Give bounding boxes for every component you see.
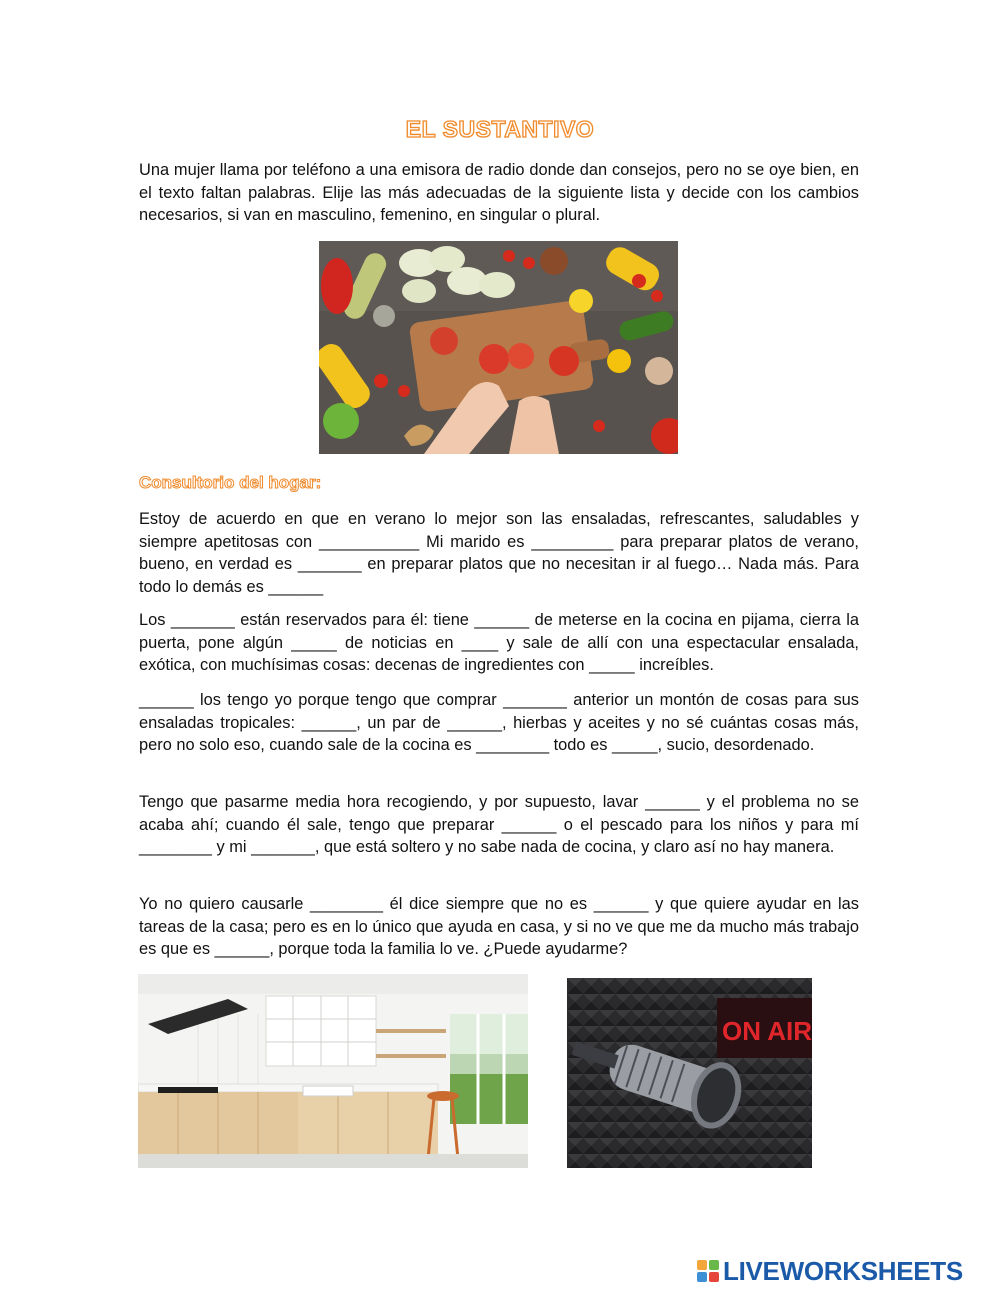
logo-icon bbox=[697, 1260, 719, 1282]
logo-text: LIVEWORKSHEETS bbox=[723, 1255, 963, 1286]
liveworksheets-logo bbox=[697, 1257, 963, 1285]
radio-studio-photo bbox=[567, 978, 812, 1168]
paragraph-3: ______ los tengo yo porque tengo que comprar _______ anterior un montón de cosas para sus ensaladas tropicales: ______, un par de ______, hierbas y aceites y no sé cuántas cosas más, pero no solo eso, cuando sale de la cocina es ________ todo es _____, sucio, desordenado. bbox=[139, 691, 859, 755]
paragraph-4: Tengo que pasarme media hora recogiendo, y por supuesto, lavar ______ y el problema no se acaba ahí; cuando él sale, tengo que preparar ______ o el pescado para los niños y para mí ________ y mi _______, que está soltero y no sabe nada de cocina, y claro así no hay manera. bbox=[139, 793, 859, 857]
paragraph-1: Estoy de acuerdo en que en verano lo mejor son las ensaladas, refrescantes, saludables y siempre apetitosas con ___________ Mi marido es _________ para preparar platos de verano, bueno, en verdad es _______ en preparar platos que no necesitan ir al fuego… Nada más. Para todo lo demás es ______ bbox=[139, 510, 859, 596]
kitchen-photo bbox=[138, 974, 528, 1168]
section-subtitle: Consultorio del hogar: bbox=[139, 473, 322, 492]
paragraph-5: Yo no quiero causarle ________ él dice siempre que no es ______ y que quiere ayudar en las tareas de la casa; pero es en lo único que ayuda en casa, y si no ve que me da mucho más trabajo es que es ______, porque toda la familia lo ve. ¿Puede ayudarme? bbox=[139, 895, 859, 959]
vegetables-photo bbox=[319, 241, 678, 454]
on-air-sign: ON AIR bbox=[721, 1016, 812, 1046]
worksheet-title: EL SUSTANTIVO bbox=[405, 116, 595, 142]
intro-text: Una mujer llama por teléfono a una emisora de radio donde dan consejos, pero no se oye bien, en el texto faltan palabras. Elije las más adecuadas de la siguiente lista y decide con los cambios necesarios, si van en masculino, femenino, en singular o plural. bbox=[139, 161, 859, 225]
paragraph-2: Los _______ están reservados para él: tiene ______ de meterse en la cocina en pijama, cierra la puerta, pone algún _____ de noticias en ____ y sale de allí con una espectacular ensalada, exótica, con muchísimas cosas: decenas de ingredientes con _____ increíbles. bbox=[139, 611, 859, 675]
